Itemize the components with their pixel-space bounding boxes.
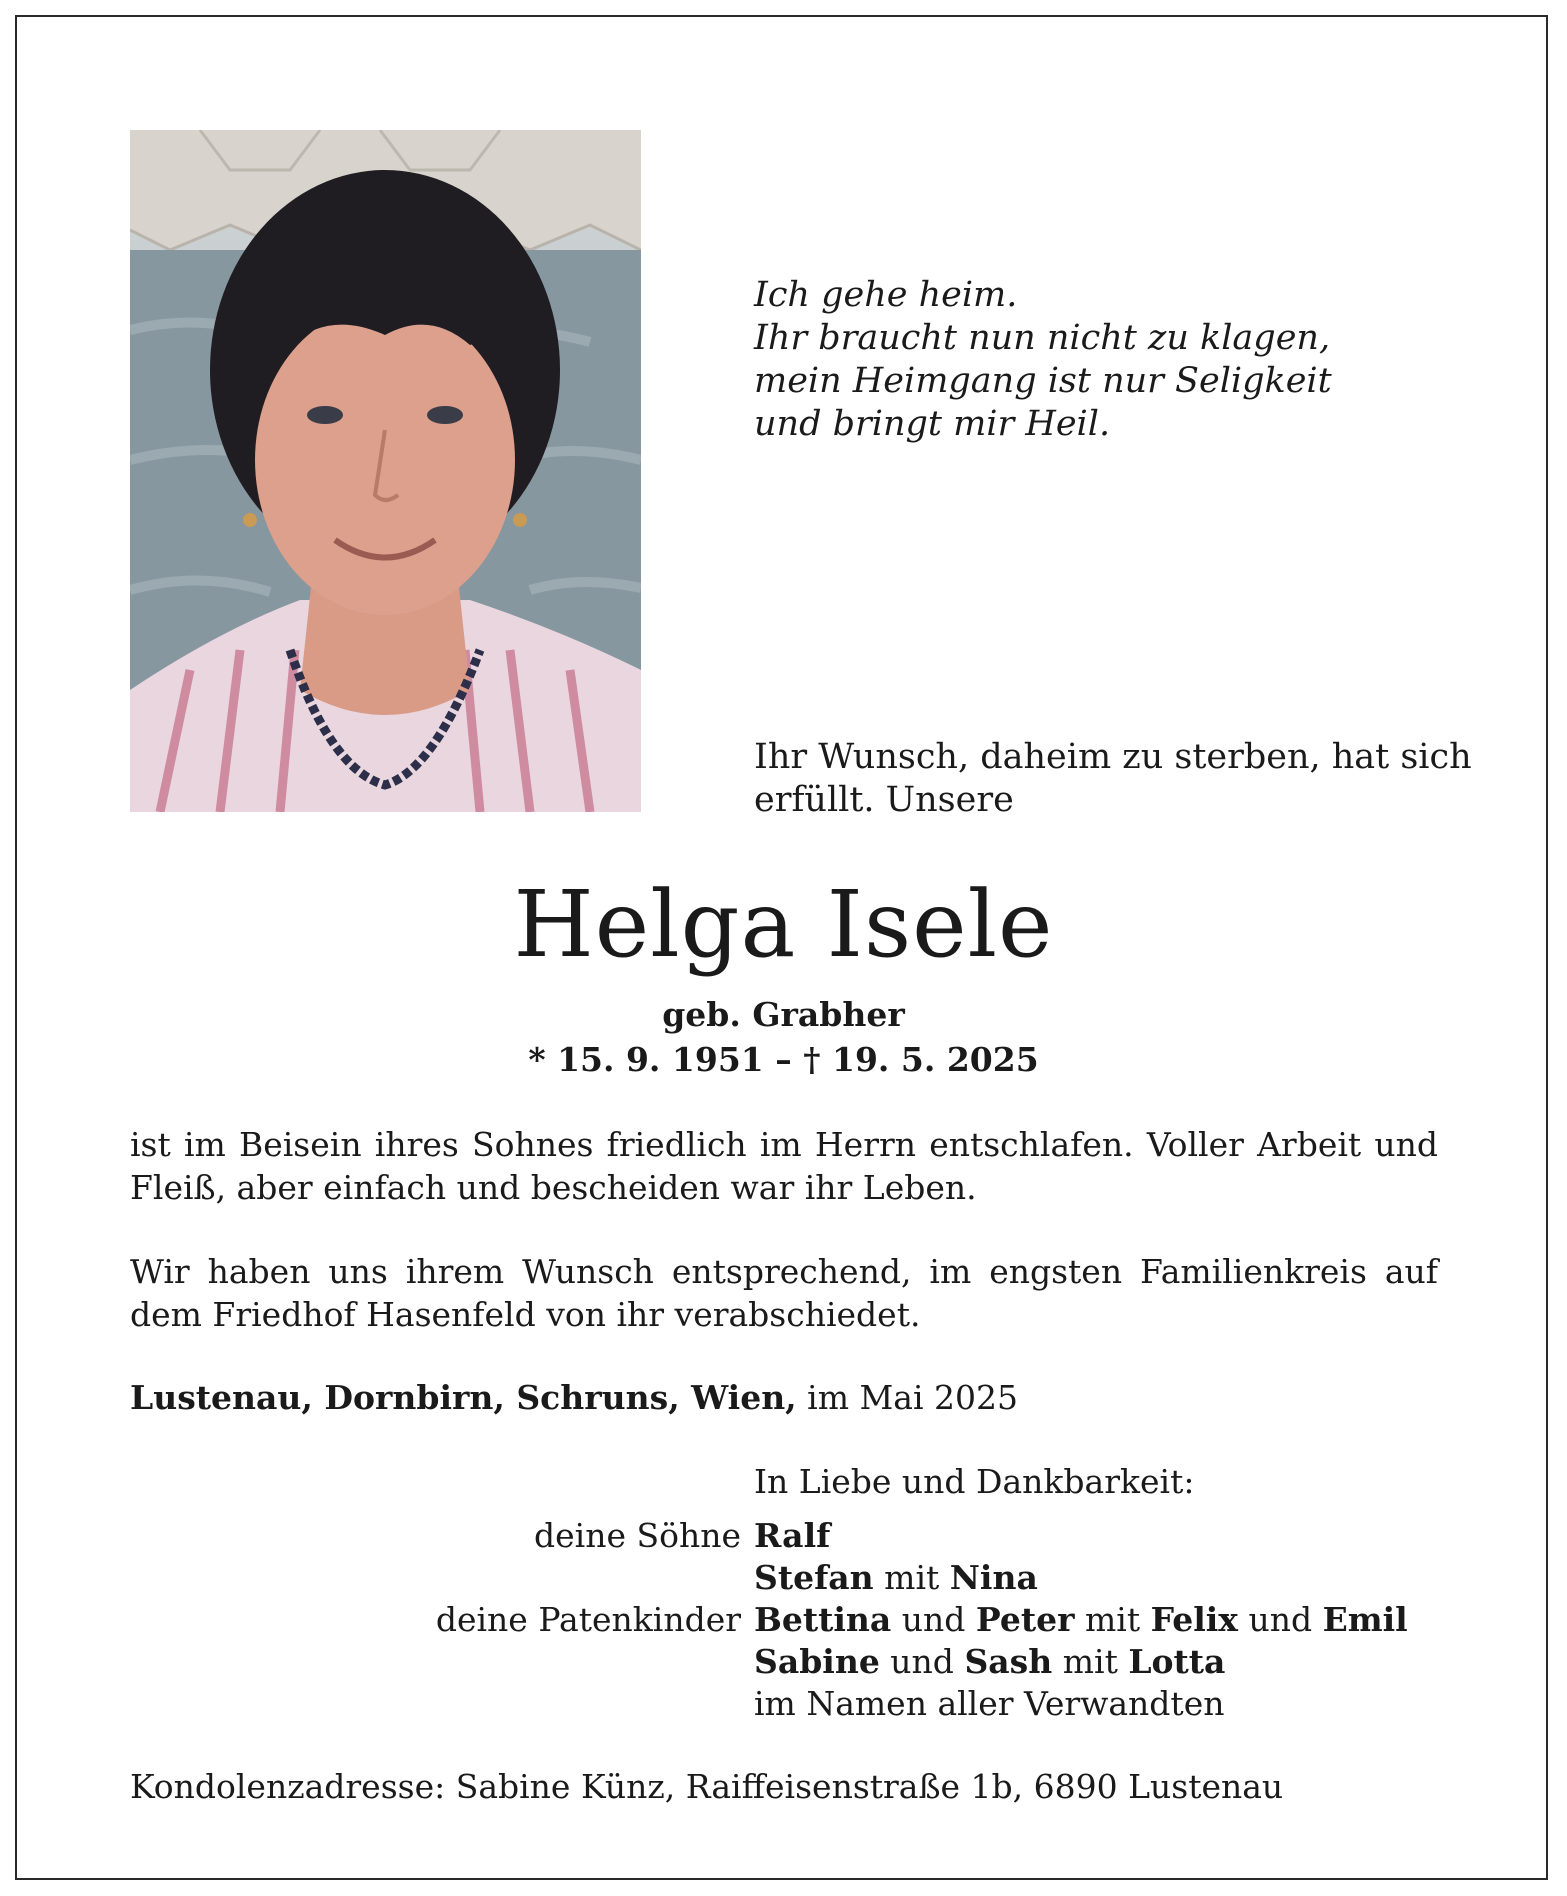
conjunction: und xyxy=(879,1642,965,1681)
godchild-name: Bettina xyxy=(754,1600,892,1639)
signature-heading: In Liebe und Dankbarkeit: xyxy=(754,1462,1195,1501)
conjunction: mit xyxy=(1074,1600,1151,1639)
sons-line-2 xyxy=(754,1556,1038,1599)
partner-name: Nina xyxy=(949,1558,1038,1597)
child-name: Emil xyxy=(1322,1600,1408,1639)
poem xyxy=(754,274,1332,446)
place-towns: Lustenau, Dornbirn, Schruns, Wien, xyxy=(130,1378,797,1417)
poem-line: Ich gehe heim. xyxy=(754,275,1018,315)
conjunction: mit xyxy=(873,1558,950,1597)
condolence-address: Kondolenzadresse: Sabine Künz, Raiffeisenstraße 1b, 6890 Lustenau xyxy=(130,1767,1284,1806)
deceased-name: Helga Isele xyxy=(513,871,1054,978)
poem-line: Ihr braucht nun nicht zu klagen, xyxy=(754,318,1331,358)
wish-line: erfüllt. Unsere xyxy=(754,780,1014,820)
relatives-line: im Namen aller Verwandten xyxy=(754,1684,1225,1723)
godchild-name: Sash xyxy=(964,1642,1053,1681)
conjunction: und xyxy=(891,1600,976,1639)
maiden-name: geb. Grabher xyxy=(662,995,905,1034)
son-name: Ralf xyxy=(754,1516,831,1555)
sons-line-1 xyxy=(754,1514,830,1557)
godchild-name: Peter xyxy=(975,1600,1075,1639)
godchild-name: Sabine xyxy=(754,1642,880,1681)
paragraph-farewell: Wir haben uns ihrem Wunsch entsprechend, im engsten Familienkreis auf dem Friedhof Hasenfeld von ihr verabschiedet. xyxy=(130,1252,1438,1334)
portrait-illustration xyxy=(130,130,641,812)
place-month: im Mai 2025 xyxy=(796,1378,1018,1417)
conjunction: mit xyxy=(1052,1642,1129,1681)
son-name: Stefan xyxy=(754,1558,874,1597)
poem-line: und bringt mir Heil. xyxy=(754,404,1111,444)
conjunction: und xyxy=(1237,1600,1323,1639)
paragraph-passing: ist im Beisein ihres Sohnes friedlich im Herrn entschlafen. Voller Arbeit und Fleiß, aber einfach und bescheiden war ihr Leben. xyxy=(130,1125,1438,1207)
wish-text xyxy=(754,736,1472,822)
godchildren-label: deine Patenkinder xyxy=(435,1600,741,1639)
godchildren-line-2 xyxy=(754,1640,1225,1683)
sons-label: deine Söhne xyxy=(534,1516,741,1555)
wish-line: Ihr Wunsch, daheim zu sterben, hat sich xyxy=(754,737,1472,777)
portrait-photo xyxy=(130,130,641,812)
godchildren-line-1 xyxy=(754,1598,1408,1641)
life-dates: * 15. 9. 1951 – † 19. 5. 2025 xyxy=(528,1040,1039,1079)
place-date xyxy=(130,1376,1018,1419)
child-name: Felix xyxy=(1150,1600,1238,1639)
poem-line: mein Heimgang ist nur Seligkeit xyxy=(754,361,1332,401)
child-name: Lotta xyxy=(1128,1642,1226,1681)
